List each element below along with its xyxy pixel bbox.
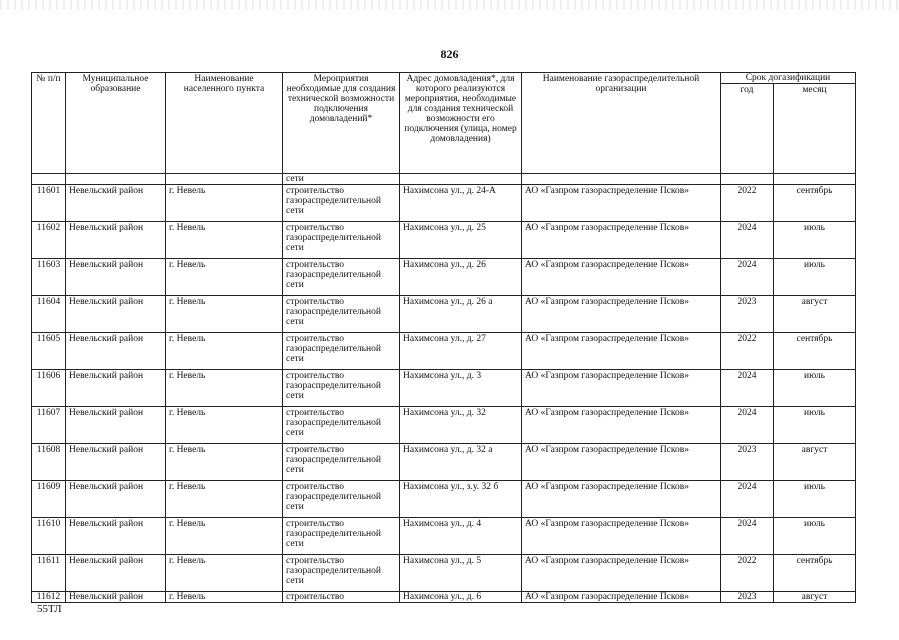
cell-num: 11605 — [32, 333, 66, 370]
cell-settlement: г. Невель — [166, 296, 283, 333]
cell-organization: АО «Газпром газораспределение Псков» — [522, 259, 721, 296]
table-row — [32, 518, 856, 555]
cell-organization: АО «Газпром газораспределение Псков» — [522, 333, 721, 370]
cell-num: 11607 — [32, 407, 66, 444]
cell-month: сентябрь — [774, 185, 856, 222]
cell-year: 2024 — [721, 370, 774, 407]
cell-month: август — [774, 592, 856, 603]
cell-settlement: г. Невель — [166, 444, 283, 481]
cell-month: август — [774, 296, 856, 333]
header-settlement: Наименование населенного пункта — [166, 73, 283, 174]
header-term: Срок догазификации — [721, 73, 856, 84]
table-row — [32, 259, 856, 296]
cell-year: 2024 — [721, 222, 774, 259]
table-row — [32, 370, 856, 407]
cell-year: 2024 — [721, 259, 774, 296]
cell-measures: строительство газораспределительной сети — [283, 518, 400, 555]
cell-address: Нахимсона ул., д. 24-А — [400, 185, 522, 222]
cell-organization: АО «Газпром газораспределение Псков» — [522, 444, 721, 481]
cell-organization: АО «Газпром газораспределение Псков» — [522, 518, 721, 555]
cell-municipality: Невельский район — [66, 370, 166, 407]
cell-organization: АО «Газпром газораспределение Псков» — [522, 555, 721, 592]
cell-municipality: Невельский район — [66, 518, 166, 555]
continuation-measures: сети — [283, 174, 400, 185]
cell-year: 2023 — [721, 444, 774, 481]
cell-num: 11611 — [32, 555, 66, 592]
cell-organization: АО «Газпром газораспределение Псков» — [522, 592, 721, 603]
cell-num: 11612 — [32, 592, 66, 603]
cell-measures: строительство газораспределительной сети — [283, 370, 400, 407]
cell-num: 11604 — [32, 296, 66, 333]
cell-num: 11609 — [32, 481, 66, 518]
cell-municipality: Невельский район — [66, 185, 166, 222]
cell-municipality: Невельский район — [66, 444, 166, 481]
continuation-cell — [721, 174, 774, 185]
cell-measures: строительство газораспределительной сети — [283, 333, 400, 370]
cell-municipality: Невельский район — [66, 407, 166, 444]
header-row — [32, 73, 856, 84]
cell-settlement: г. Невель — [166, 481, 283, 518]
header-month: месяц — [774, 84, 856, 174]
cell-address: Нахимсона ул., д. 27 — [400, 333, 522, 370]
cell-measures: строительство газораспределительной сети — [283, 222, 400, 259]
cell-measures: строительство газораспределительной сети — [283, 444, 400, 481]
table-row — [32, 444, 856, 481]
cell-measures: строительство газораспределительной сети — [283, 407, 400, 444]
cell-address: Нахимсона ул., д. 32 а — [400, 444, 522, 481]
cell-address: Нахимсона ул., д. 26 а — [400, 296, 522, 333]
table-row — [32, 407, 856, 444]
cell-num: 11603 — [32, 259, 66, 296]
cell-settlement: г. Невель — [166, 370, 283, 407]
cell-year: 2023 — [721, 296, 774, 333]
header-address: Адрес домовладения*, для которого реализуются мероприятия, необходимые для создания технической возможности его подключения (улица, номер домовладения) — [400, 73, 522, 174]
cell-month: июль — [774, 370, 856, 407]
cell-settlement: г. Невель — [166, 222, 283, 259]
cell-settlement: г. Невель — [166, 592, 283, 603]
cell-measures: строительство газораспределительной сети — [283, 481, 400, 518]
table-row — [32, 222, 856, 259]
table-row — [32, 296, 856, 333]
table-row — [32, 185, 856, 222]
continuation-cell — [32, 174, 66, 185]
cell-year: 2024 — [721, 407, 774, 444]
cell-organization: АО «Газпром газораспределение Псков» — [522, 185, 721, 222]
cell-municipality: Невельский район — [66, 481, 166, 518]
header-measures: Мероприятия необходимые для создания технической возможности подключения домовладений* — [283, 73, 400, 174]
cell-settlement: г. Невель — [166, 259, 283, 296]
cell-num: 11606 — [32, 370, 66, 407]
footer-code: 55ТЛ — [37, 603, 62, 615]
cell-measures: строительство газораспределительной сети — [283, 296, 400, 333]
cell-num: 11608 — [32, 444, 66, 481]
continuation-cell — [66, 174, 166, 185]
cell-measures: строительство — [283, 592, 400, 603]
cell-year: 2024 — [721, 518, 774, 555]
cell-month: сентябрь — [774, 333, 856, 370]
continuation-cell — [166, 174, 283, 185]
cell-organization: АО «Газпром газораспределение Псков» — [522, 370, 721, 407]
cell-settlement: г. Невель — [166, 333, 283, 370]
table-row — [32, 481, 856, 518]
cell-organization: АО «Газпром газораспределение Псков» — [522, 222, 721, 259]
cell-municipality: Невельский район — [66, 296, 166, 333]
cell-address: Нахимсона ул., д. 3 — [400, 370, 522, 407]
header-organization: Наименование газораспределительной организации — [522, 73, 721, 174]
table-row — [32, 555, 856, 592]
cell-address: Нахимсона ул., д. 25 — [400, 222, 522, 259]
table-row — [32, 333, 856, 370]
cell-year: 2022 — [721, 185, 774, 222]
continuation-cell — [522, 174, 721, 185]
cell-settlement: г. Невель — [166, 185, 283, 222]
table-body — [32, 174, 856, 603]
cell-month: август — [774, 444, 856, 481]
cell-num: 11602 — [32, 222, 66, 259]
cell-municipality: Невельский район — [66, 259, 166, 296]
cell-measures: строительство газораспределительной сети — [283, 259, 400, 296]
continuation-row — [32, 174, 856, 185]
cell-settlement: г. Невель — [166, 407, 283, 444]
cell-address: Нахимсона ул., д. 6 — [400, 592, 522, 603]
cell-address: Нахимсона ул., д. 5 — [400, 555, 522, 592]
continuation-cell — [774, 174, 856, 185]
page-number: 826 — [440, 47, 459, 61]
header-year: год — [721, 84, 774, 174]
header-municipality: Муниципальное образование — [66, 73, 166, 174]
cell-month: июль — [774, 407, 856, 444]
cell-municipality: Невельский район — [66, 222, 166, 259]
cell-municipality: Невельский район — [66, 555, 166, 592]
cell-municipality: Невельский район — [66, 333, 166, 370]
cell-month: июль — [774, 481, 856, 518]
cell-month: июль — [774, 518, 856, 555]
cell-year: 2024 — [721, 481, 774, 518]
cell-organization: АО «Газпром газораспределение Псков» — [522, 296, 721, 333]
cell-address: Нахимсона ул., з.у. 32 б — [400, 481, 522, 518]
cell-month: июль — [774, 259, 856, 296]
cell-num: 11610 — [32, 518, 66, 555]
cell-measures: строительство газораспределительной сети — [283, 555, 400, 592]
table-row — [32, 592, 856, 603]
cell-municipality: Невельский район — [66, 592, 166, 603]
cell-settlement: г. Невель — [166, 555, 283, 592]
cell-settlement: г. Невель — [166, 518, 283, 555]
header-num: № п/п — [32, 73, 66, 174]
cell-address: Нахимсона ул., д. 4 — [400, 518, 522, 555]
cell-month: сентябрь — [774, 555, 856, 592]
cell-year: 2022 — [721, 555, 774, 592]
gasification-table — [31, 72, 856, 603]
cell-year: 2022 — [721, 333, 774, 370]
cell-address: Нахимсона ул., д. 32 — [400, 407, 522, 444]
cell-measures: строительство газораспределительной сети — [283, 185, 400, 222]
cell-organization: АО «Газпром газораспределение Псков» — [522, 407, 721, 444]
cell-month: июль — [774, 222, 856, 259]
cell-year: 2023 — [721, 592, 774, 603]
cell-organization: АО «Газпром газораспределение Псков» — [522, 481, 721, 518]
continuation-cell — [400, 174, 522, 185]
scan-edge-artifact — [0, 0, 899, 10]
cell-address: Нахимсона ул., д. 26 — [400, 259, 522, 296]
cell-num: 11601 — [32, 185, 66, 222]
